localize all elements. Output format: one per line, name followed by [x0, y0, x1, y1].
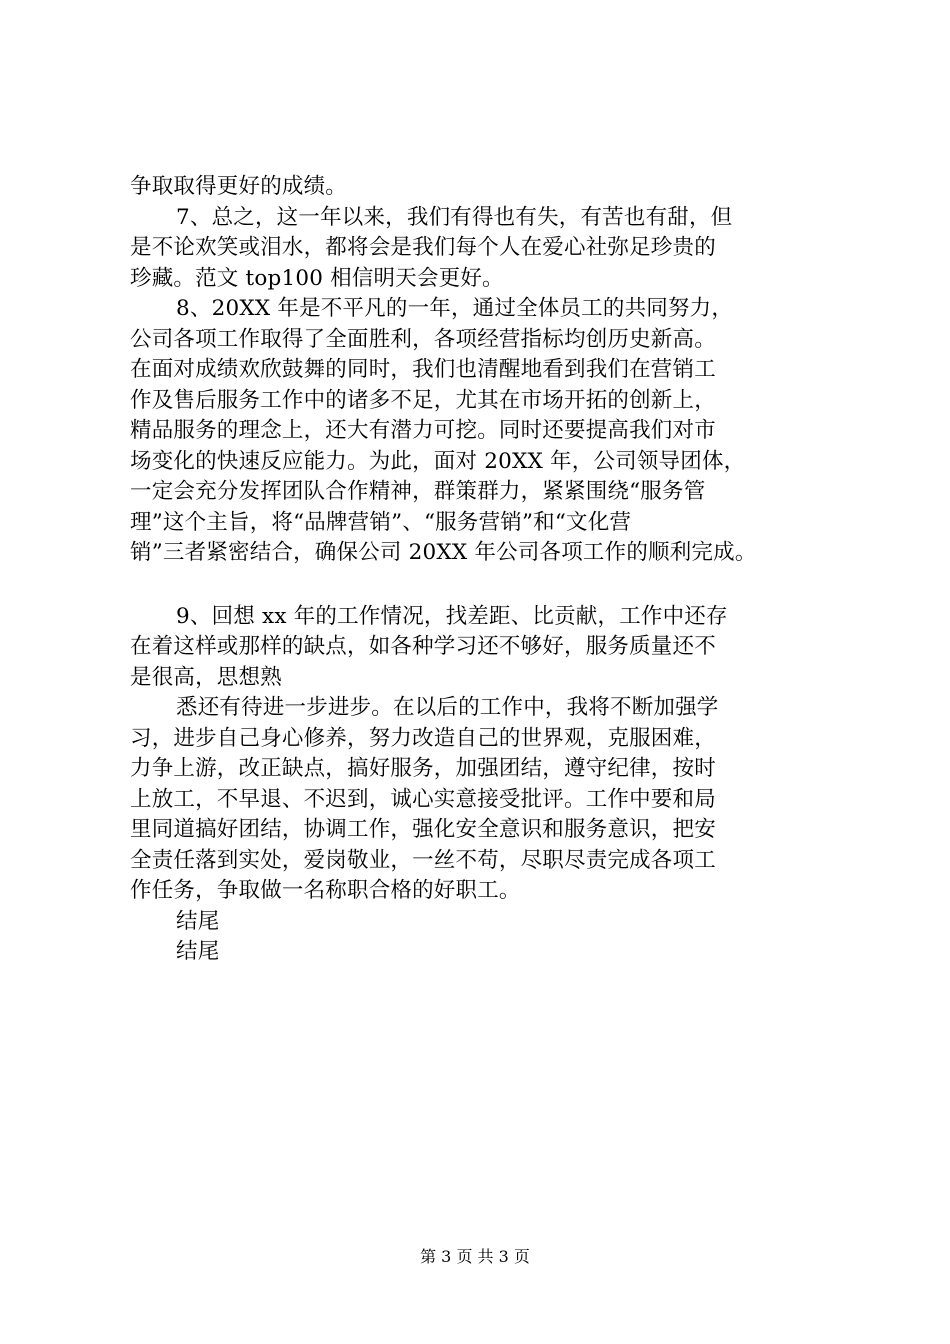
paragraph-8-line: 销”三者紧密结合，确保公司 20XX 年公司各项工作的顺利完成。	[130, 540, 757, 565]
paragraph-8-line: 精品服务的理念上，还大有潜力可挖。同时还要提高我们对市	[130, 418, 716, 443]
page-number-footer: 第 3 页 共 3 页	[420, 1247, 530, 1266]
paragraph-8-line: 一定会充分发挥团队合作精神，群策群力，紧紧围绕“服务管	[130, 479, 706, 504]
paragraph-8-line: 在面对成绩欢欣鼓舞的同时，我们也清醒地看到我们在营销工	[130, 357, 716, 382]
paragraph-8-line: 公司各项工作取得了全面胜利，各项经营指标均创历史新高。	[130, 326, 716, 352]
closing-line: 结尾	[176, 908, 220, 934]
paragraph-7-line: 是不论欢笑或泪水，都将会是我们每个人在爱心社弥足珍贵的	[130, 235, 716, 260]
paragraph-10-line: 悉还有待进一步进步。在以后的工作中，我将不断加强学	[176, 695, 719, 720]
text-line: 争取取得更好的成绩。	[130, 174, 348, 199]
paragraph-10-line: 里同道搞好团结，协调工作，强化安全意识和服务意识，把安	[130, 817, 716, 842]
paragraph-10-line: 力争上游，改正缺点，搞好服务，加强团结，遵守纪律，按时	[130, 756, 716, 781]
paragraph-10-line: 作任务，争取做一名称职合格的好职工。	[130, 878, 521, 903]
paragraph-7-line: 珍藏。范文 top100 相信明天会更好。	[130, 265, 504, 291]
paragraph-9-line: 是很高，思想熟	[130, 664, 282, 690]
paragraph-10-line: 上放工，不早退、不迟到，诚心实意接受批评。工作中要和局	[130, 786, 716, 812]
paragraph-8-line: 8、20XX 年是不平凡的一年，通过全体员工的共同努力，	[176, 296, 734, 321]
paragraph-9-line: 9、回想 xx 年的工作情况，找差距、比贡献，工作中还存	[176, 603, 728, 629]
closing-line: 结尾	[176, 939, 220, 964]
paragraph-10-line: 全责任落到实处，爱岗敬业，一丝不苟，尽职尽责完成各项工	[130, 847, 716, 873]
paragraph-8-line: 场变化的快速反应能力。为此，面对 20XX 年，公司领导团体，	[130, 448, 746, 474]
document-body	[130, 172, 850, 968]
paragraph-8-line: 理”这个主旨，将“品牌营销”、“服务营销”和“文化营	[130, 509, 632, 535]
paragraph-9-line: 在着这样或那样的缺点，如各种学习还不够好，服务质量还不	[130, 634, 716, 659]
paragraph-8-line: 作及售后服务工作中的诸多不足，尤其在市场开拓的创新上，	[130, 387, 716, 413]
paragraph-spacer	[130, 569, 850, 602]
paragraph-10-line: 习，进步自己身心修养，努力改造自己的世界观，克服困难，	[130, 725, 716, 751]
paragraph-7-line: 7、总之，这一年以来，我们有得也有失，有苦也有甜，但	[176, 204, 733, 230]
